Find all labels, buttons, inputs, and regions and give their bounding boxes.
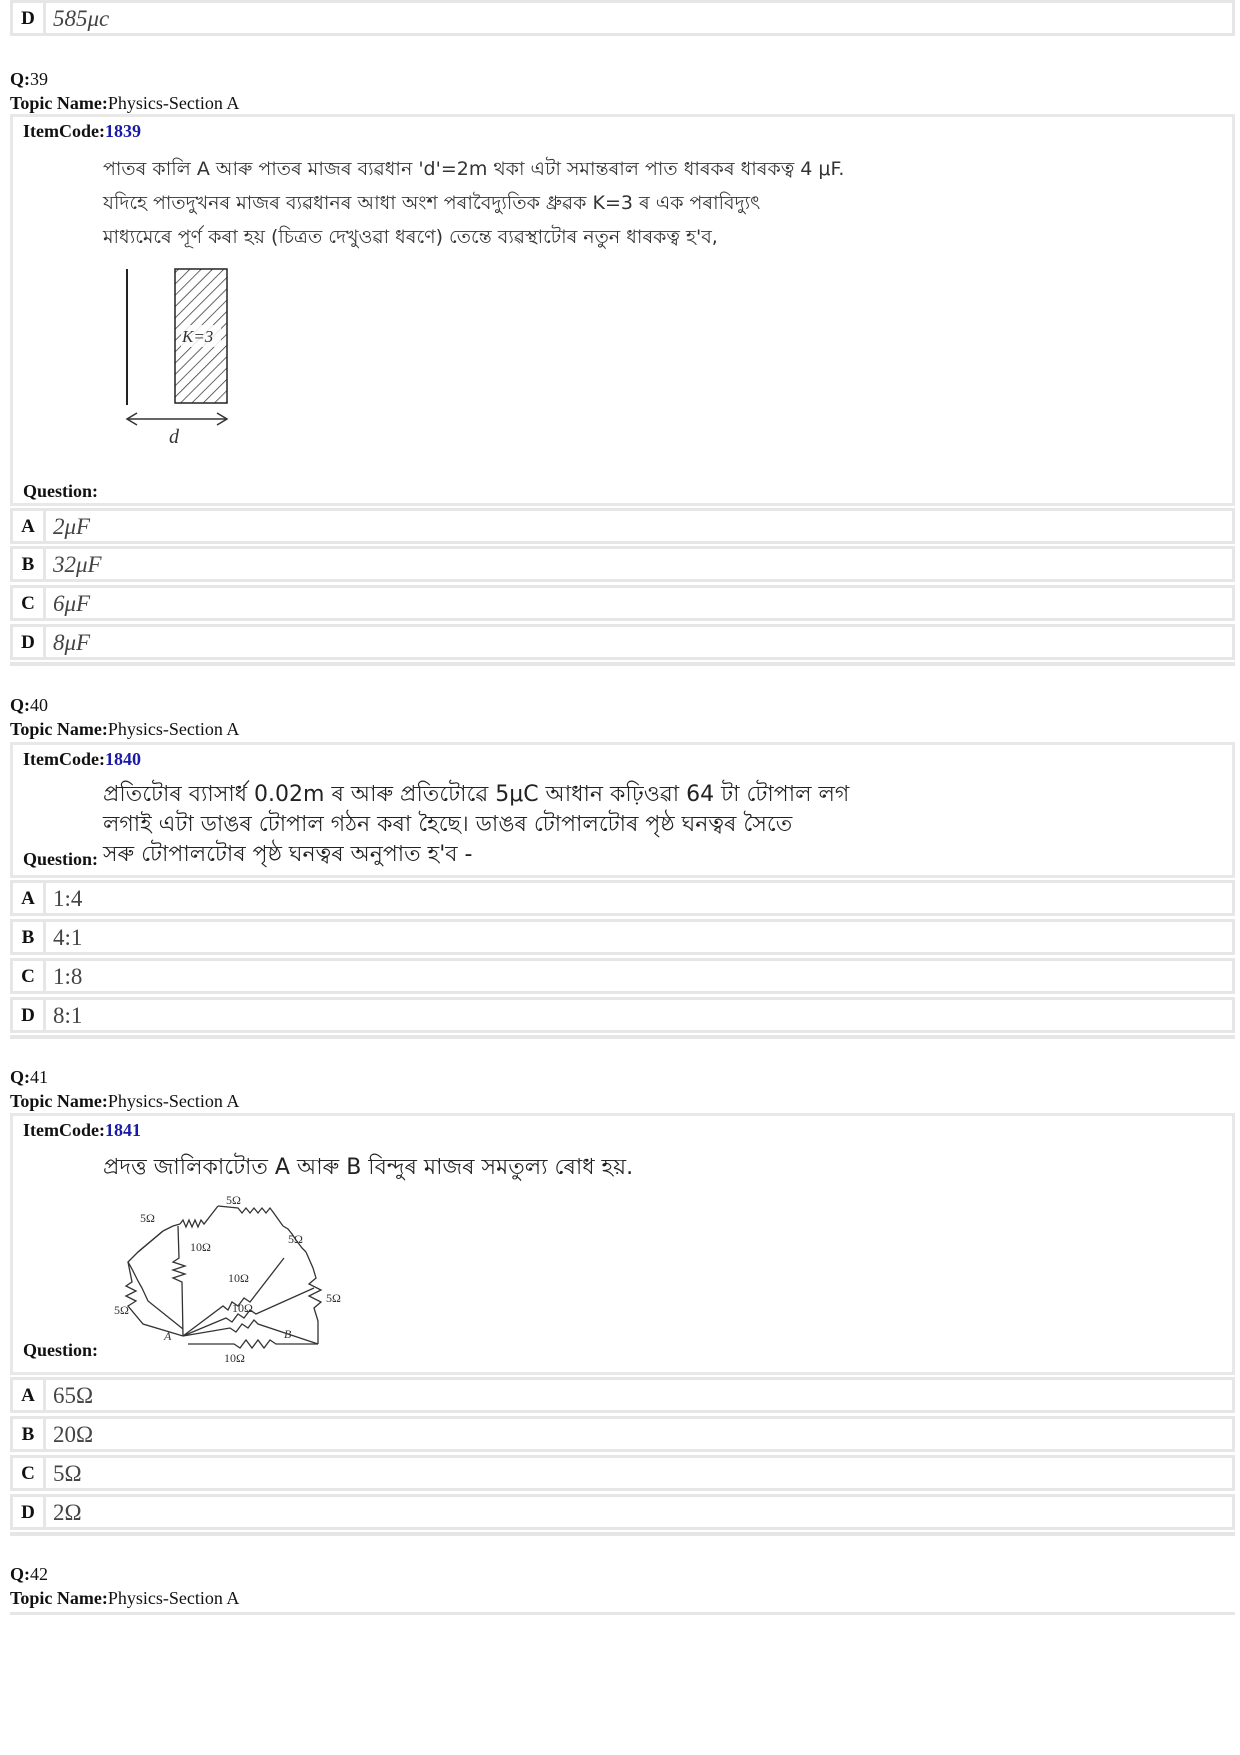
separator xyxy=(10,1035,1235,1039)
resistor-network-figure xyxy=(108,1196,358,1366)
resistor-label: 10Ω xyxy=(228,1271,249,1285)
option-row[interactable] xyxy=(10,1494,1235,1530)
capacitor-figure xyxy=(103,265,263,455)
option-row[interactable] xyxy=(10,880,1235,916)
option-row[interactable] xyxy=(10,546,1235,582)
resistor-label: 10Ω xyxy=(232,1301,253,1315)
option-row[interactable] xyxy=(10,997,1235,1033)
option-row[interactable] xyxy=(10,0,1235,36)
option-row[interactable] xyxy=(10,624,1235,660)
question-label: Question: xyxy=(23,1340,99,1360)
option-value: 2Ω xyxy=(53,1500,82,1525)
option-row[interactable] xyxy=(10,508,1235,544)
itemcode-label: ItemCode: xyxy=(23,1120,105,1140)
question-panel xyxy=(10,114,1235,506)
option-letter: B xyxy=(13,549,46,579)
distance-label: d xyxy=(169,426,179,448)
qnum-value: 42 xyxy=(30,1564,48,1584)
topic-value: Physics-Section A xyxy=(107,719,240,739)
question-label: Question: xyxy=(23,481,99,501)
topic-label: Topic Name: xyxy=(10,719,108,739)
resistor-network-wire xyxy=(128,1231,183,1329)
option-value: 585μc xyxy=(53,6,110,31)
option-row[interactable] xyxy=(10,919,1235,955)
option-letter: A xyxy=(13,1380,46,1410)
question-panel xyxy=(10,1113,1235,1375)
itemcode-label: ItemCode: xyxy=(23,749,105,769)
option-letter: C xyxy=(13,961,46,991)
option-value: 4:1 xyxy=(53,925,83,950)
qnum-value: 41 xyxy=(30,1067,48,1087)
separator xyxy=(10,1532,1235,1536)
option-letter: D xyxy=(13,627,46,657)
option-letter: D xyxy=(13,1497,46,1527)
option-value: 1:4 xyxy=(53,886,83,911)
option-letter: D xyxy=(13,3,46,33)
qnum-label: Q: xyxy=(10,1564,30,1584)
question-panel xyxy=(10,742,1235,878)
itemcode-value: 1839 xyxy=(104,121,141,141)
option-letter: B xyxy=(13,922,46,952)
question-label: Question: xyxy=(23,849,99,869)
option-letter: A xyxy=(13,511,46,541)
resistor-label: 10Ω xyxy=(224,1351,245,1365)
option-value: 20Ω xyxy=(53,1422,94,1447)
topic-name xyxy=(10,1587,239,1609)
option-letter: A xyxy=(13,883,46,913)
option-row[interactable] xyxy=(10,585,1235,621)
option-value: 8μF xyxy=(53,630,91,655)
option-value: 2μF xyxy=(53,514,91,539)
resistor-label: 5Ω xyxy=(226,1196,241,1207)
topic-label: Topic Name: xyxy=(10,1588,108,1608)
qnum-label: Q: xyxy=(10,695,30,715)
question-text-line: সৰু টোপালটোৰ পৃষ্ঠ ঘনত্বৰ অনুপাত হ'ব - xyxy=(103,842,473,867)
separator xyxy=(10,1612,1235,1615)
qnum-label: Q: xyxy=(10,69,30,89)
topic-name xyxy=(10,1090,239,1112)
topic-label: Topic Name: xyxy=(10,93,108,113)
resistor-label: 5Ω xyxy=(140,1211,155,1225)
qnum-value: 39 xyxy=(30,69,48,89)
question-number xyxy=(10,68,48,90)
question-number xyxy=(10,1066,48,1088)
option-value: 8:1 xyxy=(53,1003,83,1028)
itemcode-value: 1841 xyxy=(104,1120,141,1140)
question-number xyxy=(10,694,48,716)
item-code xyxy=(23,121,141,142)
topic-value: Physics-Section A xyxy=(107,93,240,113)
option-letter: C xyxy=(13,588,46,618)
option-letter: D xyxy=(13,1000,46,1030)
itemcode-label: ItemCode: xyxy=(23,121,105,141)
resistor-label: 10Ω xyxy=(190,1240,211,1254)
question-text-line: লগাই এটা ডাঙৰ টোপাল গঠন কৰা হৈছে। ডাঙৰ টোপালটোৰ পৃষ্ঠ ঘনত্বৰ সৈতে xyxy=(103,812,793,837)
topic-name xyxy=(10,718,239,740)
separator xyxy=(10,662,1235,666)
question-text-line: মাধ্যমেৰে পূৰ্ণ কৰা হয় (চিত্ৰত দেখুওৱা ধৰণে) তেন্তে ব্যৱস্থাটোৰ নতুন ধাৰকত্ব হ'ব, xyxy=(103,226,718,248)
resistor-label: 5Ω xyxy=(114,1303,129,1317)
option-row[interactable] xyxy=(10,1377,1235,1413)
topic-value: Physics-Section A xyxy=(107,1091,240,1111)
option-row[interactable] xyxy=(10,1455,1235,1491)
topic-value: Physics-Section A xyxy=(107,1588,240,1608)
option-value: 65Ω xyxy=(53,1383,94,1408)
qnum-value: 40 xyxy=(30,695,48,715)
resistor-label: 5Ω xyxy=(326,1291,341,1305)
resistor-label: 5Ω xyxy=(288,1232,303,1246)
topic-name xyxy=(10,92,239,114)
question-text-line: পাতৰ কালি A আৰু পাতৰ মাজৰ ব্যৱধান 'd'=2m থকা এটা সমান্তৰাল পাত ধাৰকৰ ধাৰকত্ব 4 μF. xyxy=(103,158,845,180)
option-letter: B xyxy=(13,1419,46,1449)
question-text-line: প্ৰদত্ত জালিকাটোত A আৰু B বিন্দুৰ মাজৰ সমতুল্য ৰোধ হয়. xyxy=(103,1155,634,1180)
dielectric-label: K=3 xyxy=(182,327,214,346)
topic-label: Topic Name: xyxy=(10,1091,108,1111)
itemcode-value: 1840 xyxy=(104,749,141,769)
option-row[interactable] xyxy=(10,1416,1235,1452)
item-code xyxy=(23,749,141,770)
option-value: 1:8 xyxy=(53,964,83,989)
option-value: 32μF xyxy=(53,552,102,577)
option-letter: C xyxy=(13,1458,46,1488)
question-text-line: প্ৰতিটোৰ ব্যাসাৰ্ধ 0.02m ৰ আৰু প্ৰতিটোৱে 5μC আধান কঢ়িওৱা 64 টা টোপাল লগ xyxy=(103,782,850,807)
option-value: 5Ω xyxy=(53,1461,82,1486)
question-text-line: যদিহে পাতদুখনৰ মাজৰ ব্যৱধানৰ আধা অংশ পৰাবৈদ্যুতিক ধ্রুৱক K=3 ৰ এক পৰাবিদ্যুৎ xyxy=(103,192,761,214)
node-label: B xyxy=(284,1327,292,1341)
option-row[interactable] xyxy=(10,958,1235,994)
node-label: A xyxy=(164,1329,172,1343)
question-number xyxy=(10,1563,48,1585)
option-value: 6μF xyxy=(53,591,91,616)
qnum-label: Q: xyxy=(10,1067,30,1087)
item-code xyxy=(23,1120,141,1141)
